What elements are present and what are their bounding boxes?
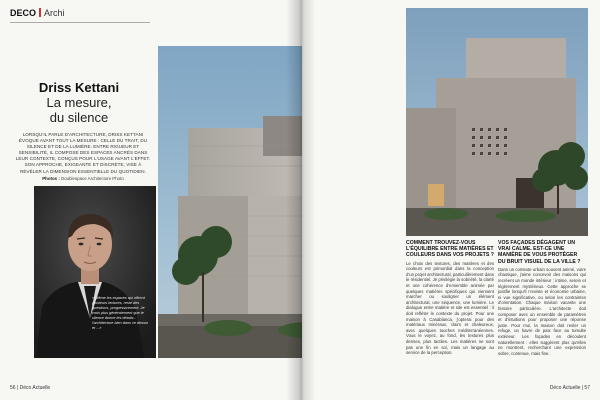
qa-answer-2: Dans un contexte urbain souvent animé, voire chaotique, j'aime concevoir des maisons qui recréent un monde intérieur : intime, serein et légèrement mystérieux. Cette approche se justifie lorsqu'il n'existe et économie urbaine, ni vue significative, ou selon les contraintes d'orientation. Chaque maison vacante une histoire particulière. L'architecte doit composer avec un ensemble de paramètres et d'intuitions pour proposer une réponse juste. Pour moi, la maison doit rester un refuge, un havre de paix face au tumulte extérieur. Les façades en découlent naturellement : elles suggèrent plus qu'elles ne montrent, recherchant une expression sobre, contenue, mais fine. [498, 266, 586, 356]
article-lede: LORSQU'IL PARLE D'ARCHITECTURE, DRISS KETTANI ÉVOQUE AVANT TOUT LA MESURE : CELLE DU TRAIT, DU SILENCE ET DE LA LUMIÈRE. ENTRE RIGUEUR ET SENSIBILITÉ, IL COMPOSE DES ESPACES ANCRÉS DANS LEUR CONTEXTE, CONÇUS POUR L'USAGE AVANT L'EFFET. SON APPROCHE, EXIGEANTE ET DISCRÈTE, VISE À RÉVÉLER LA DIMENSION ESSENTIELLE DU QUOTIDIEN. [15, 132, 151, 174]
article-title-line-2: du silence [49, 110, 109, 125]
credit-value: Doublespace Architecture Photo [61, 176, 124, 181]
house-photo-right [406, 8, 588, 236]
qa-answer-1: Le choix des textures, des matières et des couleurs est primordial dans la conception d'un projet architectural, particulièrement dans le résidentiel. Je privilégie la sobriété, la clarté et une cohérence d'ensemble animée par quelques matières spécifiques qui viennent marcher ou souligner un élément architectural, une séquence, une lumière. Le dialogue entre matière et site est essentiel : il doit refléter le contexte du projet. Pour une maison à Casablanca, j'opterai pour des matériaux minéraux, clairs et chaleureux, avec quelques touches méditerranéennes. Vous le voyez, au fond, les textures plus denses, plus tactiles. Les matières ne sont pas une fin en soi, mais un langage au service de la perception. [406, 260, 494, 356]
page-footer-right: Déco Actuelle | 57 [549, 385, 590, 391]
section-tag [10, 8, 65, 18]
header-rule [10, 22, 150, 23]
architect-portrait [34, 186, 156, 358]
portrait-illustration [34, 186, 156, 358]
page-footer-left: 56 | Déco Actuelle [10, 385, 51, 391]
qa-question-2: VOS FAÇADES DÉGAGENT UN VRAI CALME. EST-CE UNE MANIÈRE DE VOUS PROTÉGER DU BRUIT VISUEL DE LA VILLE ? [498, 240, 581, 265]
article-title-line-1: La mesure, [46, 95, 112, 110]
section-name: DECO [10, 8, 37, 18]
section-divider [39, 8, 41, 17]
portrait-quote: « Même les espaces qui offrent plusieurs lectures, reste des questions, progressivement. Je crois plus généralement que le silence donne les détails... l'architecture bien dans ce dessin et ...» [92, 296, 149, 330]
qa-column-2 [498, 240, 586, 356]
qa-column-1 [406, 240, 494, 356]
house-photo-right-illustration [406, 8, 588, 236]
subsection-name: Archi [44, 8, 65, 18]
article-author: Driss Kettani [38, 80, 120, 95]
photo-credit [14, 176, 152, 181]
qa-question-1: COMMENT TROUVEZ-VOUS L'ÉQUILIBRE ENTRE MATIÈRES ET COULEURS DANS VOS PROJETS ? [406, 240, 494, 259]
credit-label: Photos : [42, 176, 60, 181]
